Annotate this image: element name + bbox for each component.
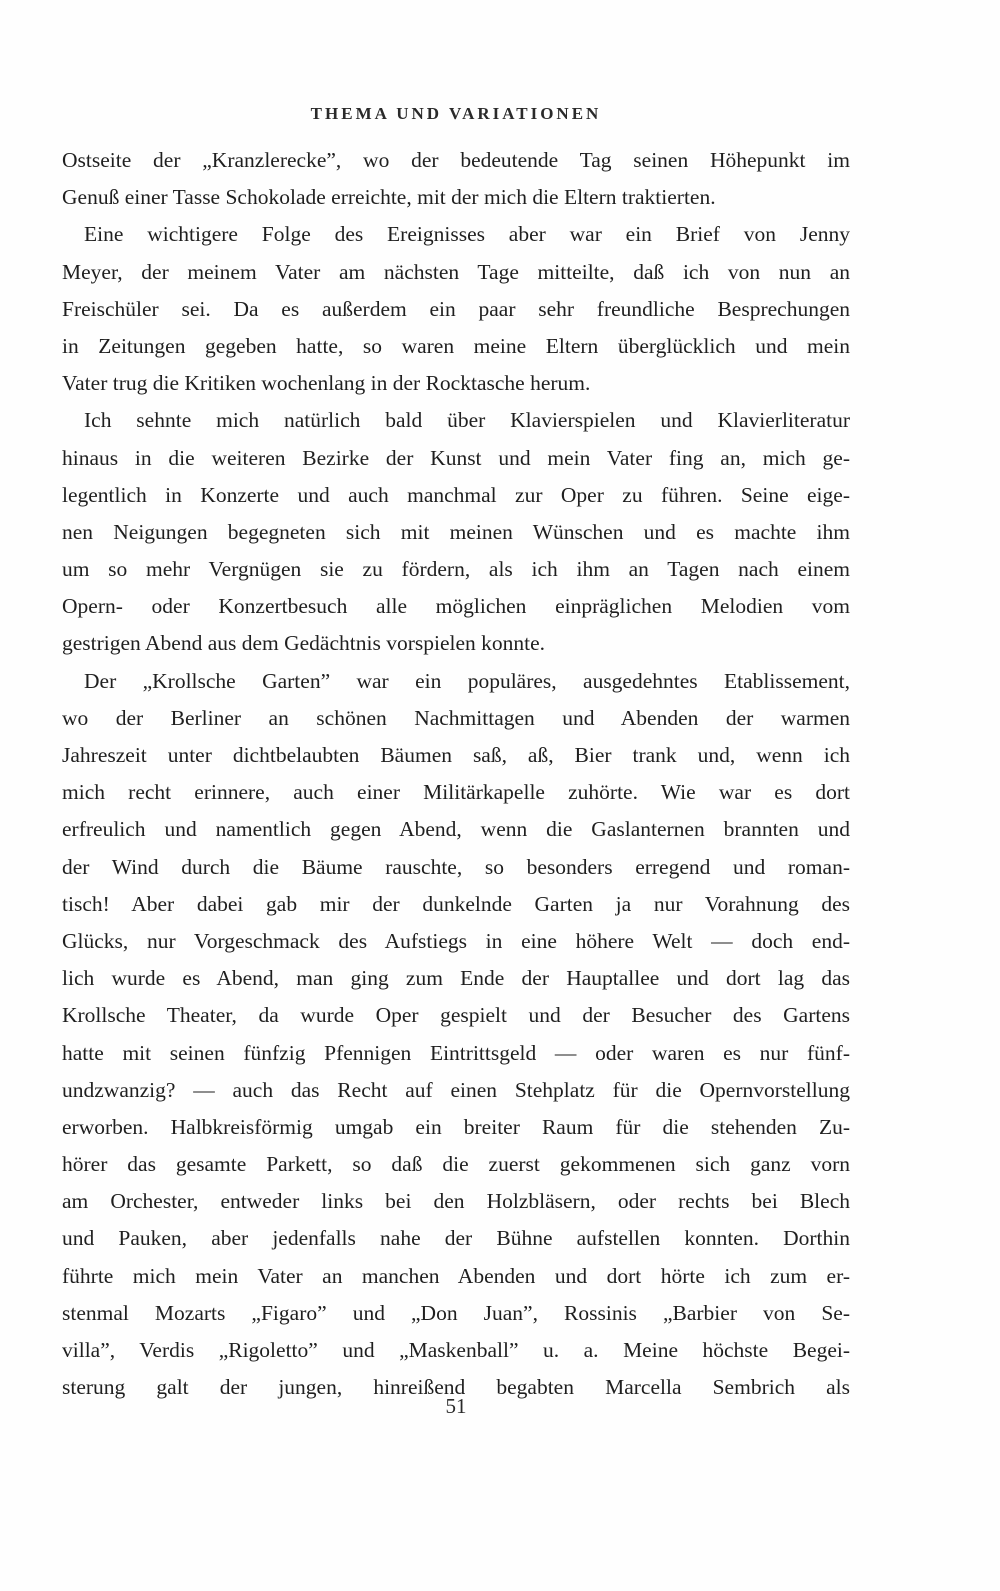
text-line: hinaus in die weiteren Bezirke der Kunst und mein Vater fing an, mich ge- [62, 445, 850, 470]
text-line: gestrigen Abend aus dem Gedächtnis vorspielen konnte. [62, 631, 546, 656]
text-line: sterung galt der jungen, hinreißend begabten Marcella Sembrich als [62, 1375, 850, 1400]
text-line: Ostseite der „Kranzlerecke”, wo der bedeutende Tag seinen Höhepunkt im [62, 148, 850, 172]
text-line: Genuß einer Tasse Schokolade erreichte, mit der mich die Eltern traktierten. [62, 185, 716, 210]
text-line: erworben. Halbkreisförmig umgab ein breiter Raum für die stehenden Zu- [62, 1114, 850, 1139]
text-line: Jahreszeit unter dichtbelaubten Bäumen saß, aß, Bier trank und, wenn ich [62, 743, 850, 767]
paragraph [62, 663, 850, 1407]
text-line: hatte mit seinen fünfzig Pfennigen Eintrittsgeld — oder waren es nur fünf- [62, 1040, 850, 1065]
text-line: am Orchester, entweder links bei den Holzbläsern, oder rechts bei Blech [62, 1189, 850, 1214]
text-line: Freischüler sei. Da es außerdem ein paar sehr freundliche Besprechungen [62, 296, 850, 321]
text-line: nen Neigungen begegneten sich mit meinen Wünschen und es machte ihm [62, 519, 850, 544]
text-line: villa”, Verdis „Rigoletto” und „Maskenball” u. a. Meine höchste Begei- [62, 1338, 850, 1362]
text-line: stenmal Mozarts „Figaro” und „Don Juan”, Rossinis „Barbier von Se- [62, 1300, 850, 1325]
page-number: 51 [445, 1394, 467, 1418]
text-line: legentlich in Konzerte und auch manchmal zur Oper zu führen. Seine eige- [62, 482, 850, 507]
text-line: Vater trug die Kritiken wochenlang in der Rocktasche herum. [62, 371, 591, 396]
text-line: hörer das gesamte Parkett, so daß die zuerst gekommenen sich ganz vorn [62, 1152, 850, 1177]
text-line: der Wind durch die Bäume rauschte, so besonders erregend und roman- [62, 854, 850, 879]
text-line: Opern- oder Konzertbesuch alle möglichen einpräglichen Melodien vom [62, 594, 850, 619]
text-line: undzwanzig? — auch das Recht auf einen Stehplatz für die Opernvorstellung [62, 1077, 850, 1102]
text-line: wo der Berliner an schönen Nachmittagen und Abenden der warmen [62, 705, 850, 730]
text-line: tisch! Aber dabei gab mir der dunkelnde Garten ja nur Vorahnung des [62, 891, 850, 916]
body-text [62, 142, 850, 1406]
text-line: Der „Krollsche Garten” war ein populäres, ausgedehntes Etablissement, [84, 668, 850, 693]
running-head: THEMA UND VARIATIONEN [310, 104, 602, 123]
text-line: lich wurde es Abend, man ging zum Ende der Hauptallee und dort lag das [62, 966, 850, 991]
text-line: Eine wichtigere Folge des Ereignisses aber war ein Brief von Jenny [84, 222, 850, 247]
text-line: und Pauken, aber jedenfalls nahe der Bühne aufstellen konnten. Dorthin [62, 1226, 850, 1251]
text-line: um so mehr Vergnügen sie zu fördern, als ich ihm an Tagen nach einem [62, 557, 850, 582]
text-line: Krollsche Theater, da wurde Oper gespielt und der Besucher des Gartens [62, 1003, 850, 1028]
text-line: erfreulich und namentlich gegen Abend, wenn die Gaslanternen brannten und [62, 817, 850, 842]
text-line: in Zeitungen gegeben hatte, so waren meine Eltern überglücklich und mein [62, 333, 850, 358]
paragraph [62, 402, 850, 662]
paragraph [62, 216, 850, 402]
text-line: Meyer, der meinem Vater am nächsten Tage mitteilte, daß ich von nun an [62, 259, 850, 284]
paragraph [62, 142, 850, 216]
text-line: mich recht erinnere, auch einer Militärkapelle zuhörte. Wie war es dort [62, 780, 850, 805]
text-line: Ich sehnte mich natürlich bald über Klavierspielen und Klavierliteratur [84, 408, 850, 433]
text-line: Glücks, nur Vorgeschmack des Aufstiegs in eine höhere Welt — doch end- [62, 928, 850, 953]
text-line: führte mich mein Vater an manchen Abenden und dort hörte ich zum er- [62, 1263, 850, 1288]
